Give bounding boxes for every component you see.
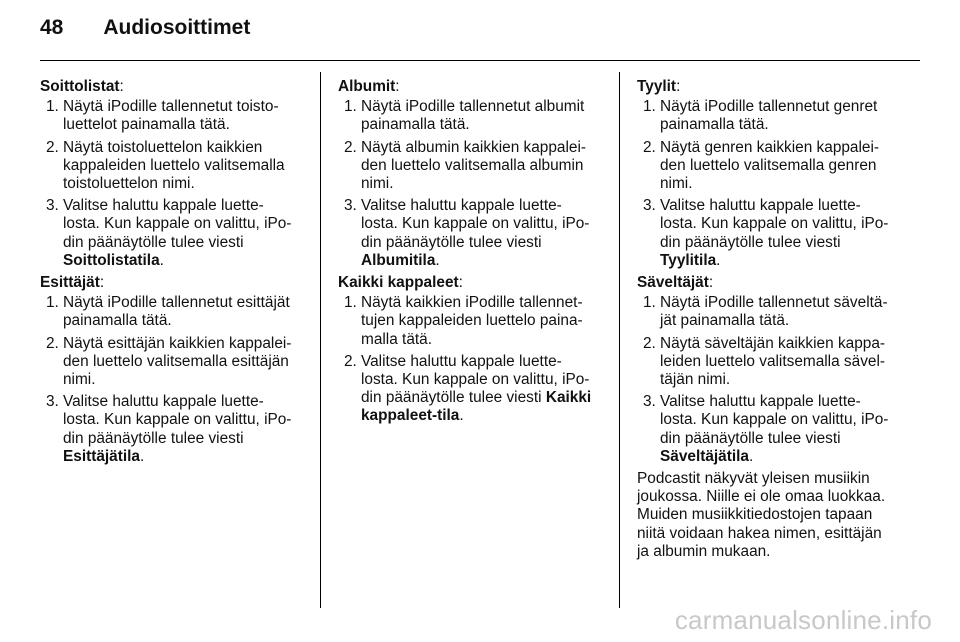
step-text-line: jät painamalla tätä. [660,312,790,330]
step-text-line: Valitse haluttu kappale luette- [361,352,562,370]
step-text-line: losta. Kun kappale on valittu, iPo- [63,411,292,429]
step-number: 2. [643,334,656,352]
step-number: 2. [344,138,357,156]
section-heading-text: Kaikki kappaleet [338,274,459,292]
step-text-line: Valitse haluttu kappale luette- [660,197,861,215]
step-number: 1. [643,294,656,312]
step-end-punct: . [716,251,721,269]
list-item [40,197,312,270]
list-item [40,98,312,134]
list-item [338,98,610,134]
step-number: 3. [643,393,656,411]
list-item [338,197,610,270]
step-text-line: Näytä toistoluettelon kaikkien [63,138,263,156]
section-heading: Soittolistat: [40,78,124,95]
step-text-line: Valitse haluttu kappale luette- [660,393,861,411]
step-text-line: Valitse haluttu kappale luette- [361,197,562,215]
paragraph-line: Muiden musiikkitiedostojen tapaan [637,506,873,524]
page-header [40,16,250,50]
page-number: 48 [40,16,64,39]
section-heading-text: Albumit [338,78,396,95]
paragraph-line: Podcastit näkyvät yleisen musiikin [637,470,870,488]
section-heading: Kaikki kappaleet: [338,274,463,292]
step-end-punct: . [139,447,145,465]
header-rule [40,60,920,61]
step-number: 3. [46,197,59,215]
step-text-line: Näytä kaikkien iPodille tallennet- [361,294,583,312]
step-number: 3. [344,197,357,215]
list-item [338,353,610,426]
list-item [40,393,312,466]
step-list [637,98,909,270]
list-item [637,139,909,194]
step-text-line: losta. Kun kappale on valittu, iPo- [660,411,889,429]
step-text-line: nimi. [660,175,693,193]
step-text-line: den luettelo valitsemalla genren [660,156,877,174]
step-text-line: kappaleiden luettelo valitsemalla [63,156,285,174]
step-number: 2. [643,138,656,156]
step-text-line: Näytä säveltäjän kaikkien kappa- [660,334,885,352]
step-text-line: Näytä iPodille tallennetut genret [660,98,878,116]
step-number: 1. [643,98,656,116]
podcast-note [637,470,909,561]
section-heading: Tyylit: [637,78,681,95]
step-text-line: losta. Kun kappale on valittu, iPo- [361,371,590,389]
step-number: 2. [344,352,357,370]
section [637,78,909,270]
step-text-line: Valitse haluttu kappale luette- [63,197,264,215]
paragraph-line: niitä voidaan hakea nimen, esittäjän [637,524,882,542]
list-item [637,294,909,330]
step-text-line: den luettelo valitsemalla albumin [361,156,584,174]
section [637,274,909,466]
step-end-punct: . [748,447,754,465]
step-end-punct: . [159,251,164,269]
column-divider-1 [320,72,321,608]
step-number: 3. [643,197,656,215]
list-item [637,335,909,390]
step-text-line: nimi. [361,175,394,193]
list-item [637,393,909,466]
step-text-line: Näytä albumin kaikkien kappalei- [361,138,586,156]
section-heading: Albumit: [338,78,400,95]
section-heading-text: Tyylit [637,78,677,95]
section-heading-text: Soittolistat [40,78,120,95]
step-text-line: nimi. [63,371,96,389]
list-item [637,197,909,270]
list-item [40,294,312,330]
status-message: kappaleet-tila [361,407,460,425]
list-item [40,139,312,194]
step-text-line: toistoluettelon nimi. [63,175,195,193]
section-heading: Säveltäjät: [637,274,714,292]
section [338,78,610,270]
step-number: 1. [344,98,357,116]
step-number: 3. [46,393,59,411]
step-text-line: din päänäytölle tulee viesti [361,233,542,251]
step-end-punct: . [435,251,440,269]
page-title: Audiosoittimet [103,16,251,39]
status-message: Esittäjätila [63,447,140,465]
step-text-line: losta. Kun kappale on valittu, iPo- [361,215,590,233]
paragraph-line: joukossa. Niille ei ole omaa luokkaa. [637,488,886,506]
section-heading-text: Säveltäjät [637,274,709,292]
step-text-line: luettelot painamalla tätä. [63,116,230,134]
step-number: 1. [46,98,59,116]
step-text-line: losta. Kun kappale on valittu, iPo- [660,215,889,233]
step-text-line: din päänäytölle tulee viesti [63,233,244,251]
section [40,274,312,466]
list-item [338,294,610,349]
column-2 [338,78,610,430]
step-text-line: painamalla tätä. [660,116,769,134]
list-item [40,335,312,390]
section-heading: Esittäjät: [40,274,105,292]
step-end-punct: . [459,407,464,425]
status-message: Soittolistatila [63,251,160,269]
step-number: 1. [46,294,59,312]
step-text-line: leiden luettelo valitsemalla sävel- [660,352,885,370]
step-list [40,294,312,466]
status-message: Tyylitila [660,251,717,269]
step-text-line: din päänäytölle tulee viesti [660,429,841,447]
step-number: 2. [46,334,59,352]
step-text-line: painamalla tätä. [63,312,172,330]
step-number: 1. [344,294,357,312]
column-divider-2 [619,72,620,608]
status-message: Kaikki [545,389,592,407]
step-text-line: din päänäytölle tulee viesti [63,429,244,447]
step-number: 2. [46,138,59,156]
step-list [637,294,909,466]
paragraph-line: ja albumin mukaan. [637,542,771,560]
step-text-line: Näytä esittäjän kaikkien kappalei- [63,334,292,352]
step-list [338,98,610,270]
step-text-line: Valitse haluttu kappale luette- [63,393,264,411]
column-1 [40,78,312,470]
watermark: carmanualsonline.info [674,605,932,635]
step-text-line: malla tätä. [361,330,433,348]
step-text-line: tujen kappaleiden luettelo paina- [361,312,583,330]
step-text-line: Näytä iPodille tallennetut säveltä- [660,294,888,312]
list-item [338,139,610,194]
step-list [40,98,312,270]
list-item [637,98,909,134]
step-text-line: din päänäytölle tulee viesti [361,389,542,407]
column-3 [637,78,909,561]
step-text-line: din päänäytölle tulee viesti [660,233,841,251]
step-text-line: Näytä iPodille tallennetut esittäjät [63,294,290,312]
step-text-line: Näytä iPodille tallennetut toisto- [63,98,279,116]
step-text-line: painamalla tätä. [361,116,470,134]
step-text-line: täjän nimi. [660,371,731,389]
status-message: Albumitila [361,251,436,269]
section-heading-text: Esittäjät [40,274,100,292]
step-list [338,294,610,425]
status-message: Säveltäjätila [660,447,749,465]
step-text-line: losta. Kun kappale on valittu, iPo- [63,215,292,233]
step-text-line: Näytä iPodille tallennetut albumit [361,98,585,116]
step-text-line: den luettelo valitsemalla esittäjän [63,352,289,370]
section [338,274,610,426]
step-text-line: Näytä genren kaikkien kappalei- [660,138,880,156]
section [40,78,312,270]
